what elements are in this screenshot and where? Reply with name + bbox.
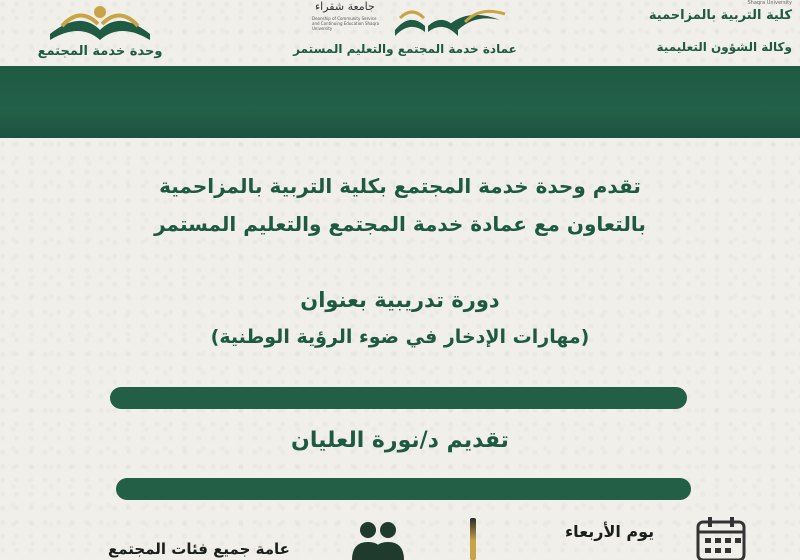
agency-name: وكالة الشؤون التعليمية bbox=[656, 40, 792, 54]
header-band bbox=[0, 66, 800, 138]
deanship-name: عمادة خدمة المجتمع والتعليم المستمر bbox=[293, 42, 517, 56]
vertical-divider bbox=[470, 518, 476, 560]
day-label: يوم الأربعاء bbox=[565, 522, 655, 541]
presenter: تقديم د/نورة العليان bbox=[291, 428, 509, 453]
course-subtitle: (مهارات الإدخار في ضوء الرؤية الوطنية) bbox=[210, 326, 590, 348]
people-icon bbox=[346, 518, 410, 560]
divider-bar bbox=[116, 478, 691, 500]
intro-line-1: تقدم وحدة خدمة المجتمع بكلية التربية بالمزاحمية bbox=[159, 174, 641, 198]
course-title: دورة تدريبية بعنوان bbox=[300, 288, 500, 312]
calendar-icon bbox=[694, 516, 750, 560]
intro-line-2: بالتعاون مع عمادة خدمة المجتمع والتعليم المستمر bbox=[154, 212, 646, 236]
audience-label: عامة جميع فئات المجتمع bbox=[108, 540, 290, 558]
unit-name: وحدة خدمة المجتمع bbox=[37, 44, 163, 59]
university-name-arabic: جامعة شقراء bbox=[315, 0, 375, 13]
university-name-english: Deanship of Community Service and Continuing Education Shaqra University bbox=[312, 16, 380, 31]
university-caption: Shaqra University bbox=[747, 0, 792, 6]
divider-bar bbox=[110, 387, 687, 409]
college-name: كلية التربية بالمزاحمية bbox=[648, 8, 792, 23]
unit-logo-icon bbox=[40, 0, 160, 44]
